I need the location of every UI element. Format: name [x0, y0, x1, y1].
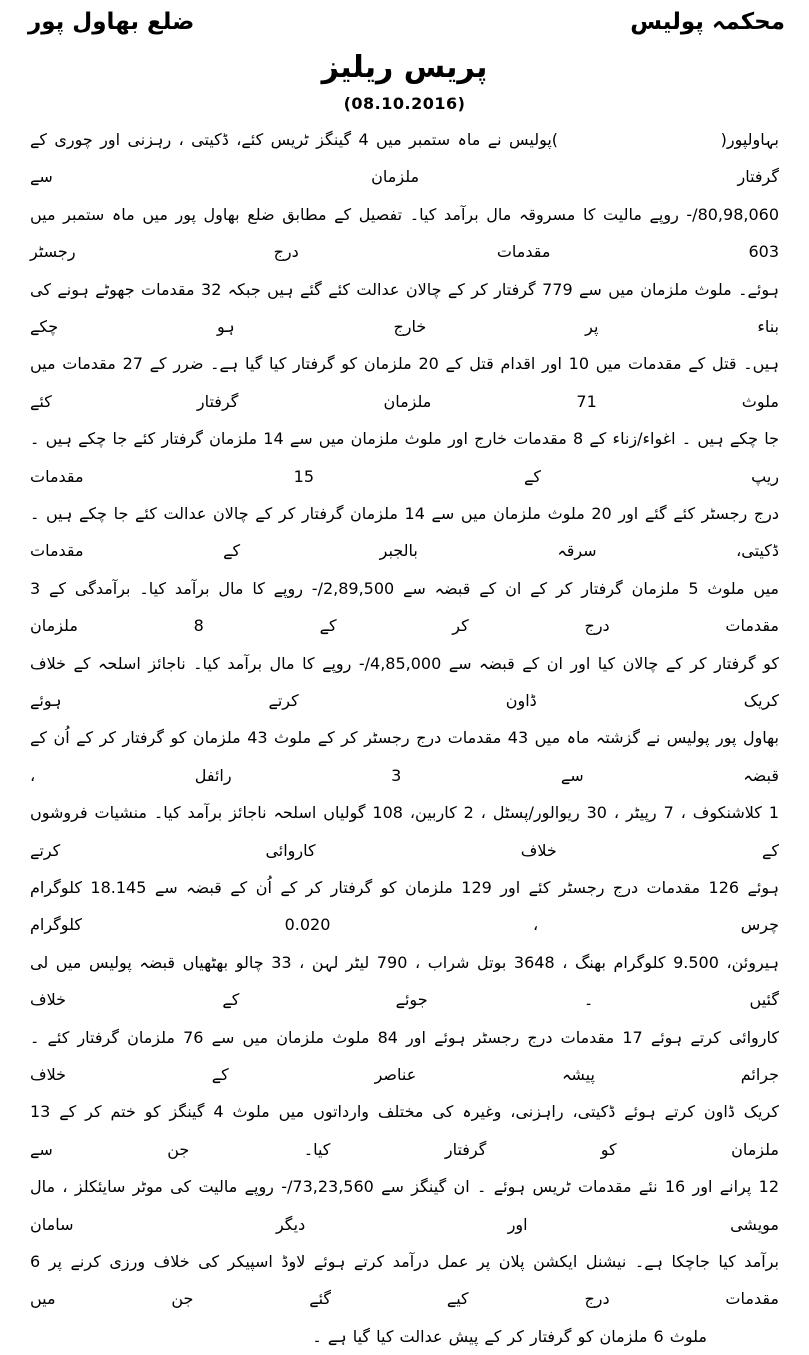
- body-line: 1 کلاشنکوف ، 7 رپیٹر ، 30 ریوالور/پسٹل ، 2 کاربین، 108 گولیاں اسلحہ ناجائز برآمد کیا۔ منشیات فروشوں کے خلاف کاروائی کرتے: [30, 803, 780, 860]
- body-line-last: ملوث 6 ملزمان کو گرفتار کر کے پیش عدالت کیا گیا ہے ۔: [312, 1326, 707, 1346]
- body-line: بہاولپور( )پولیس نے ماہ ستمبر میں 4 گینگز ٹریس کئے، ڈکیتی ، رہزنی اور چوری کے گرفتار ملزمان سے: [30, 129, 779, 187]
- body-line: کاروائی کرتے ہوئے 17 مقدمات درج رجسٹر ہوئے اور 84 ملوث ملزمان میں سے 76 ملزمان گرفتار کئے ۔ جرائم پیشہ عناصر کے خلاف: [30, 1027, 780, 1085]
- body-line: ہوئے۔ ملوث ملزمان میں سے 779 گرفتار کر کے چالان عدالت کئے گئے ہیں جبکہ 32 مقدمات جھوٹے ہونے کی بناء پر خارج ہو چکے: [30, 279, 780, 336]
- page-date: (08.10.2016): [343, 93, 466, 113]
- body-line: ہوئے 126 مقدمات درج رجسٹر کئے اور 129 ملزمان کو گرفتار کر کے اُن کے قبضہ سے 18.145 کلوگرام چرس ، 0.020 کلوگرام: [30, 878, 779, 935]
- body-line: ہیروئن، 9.500 کلوگرام بھنگ ، 3648 بوتل شراب ، 790 لیٹر لہن ، 33 چالو بھٹھیاں قبضہ پولیس میں لی گئیں ۔ جوئے کے خلاف: [30, 952, 780, 1010]
- body-line: درج رجسٹر کئے گئے اور 20 ملوث ملزمان میں سے 14 ملزمان گرفتار کر کے چالان عدالت کئے جا چکے ہیں ۔ ڈکیتی، سرقہ بالجبر کے مقدمات: [30, 503, 780, 561]
- body-line: 12 پرانے اور 16 نئے مقدمات ٹریس ہوئے ۔ ان گینگز سے 73,23,560/- روپے مالیت کی موٹر سایئکلز ، مال مویشی اور دیگر سامان: [30, 1177, 780, 1234]
- body-line: کریک ڈاون کرتے ہوئے ڈکیتی، راہزنی، وغیرہ کی مختلف وارداتوں میں ملوث 4 گینگز کو ختم کر کے 13 ملزمان کو گرفتار کیا۔ جن سے: [30, 1102, 780, 1159]
- body-line: کو گرفتار کر کے چالان کیا اور ان کے قبضہ سے 4,85,000/- روپے کا مال برآمد کیا۔ ناجائز اسلحہ کے خلاف کریک ڈاون کرتے ہوئے: [30, 653, 780, 710]
- header-department: محکمہ پولیس: [630, 9, 785, 35]
- body-line: برآمد کیا جاچکا ہے۔ نیشنل ایکشن پلان پر عمل درآمد کرتے ہوئے لاوڈ اسپیکر کی خلاف ورزی کرنے پر 6 مقدمات درج کیے گئے جن میں: [30, 1252, 779, 1309]
- header-district: ضلع بھاول پور: [28, 9, 195, 35]
- page-title: پریس ریلیز: [321, 49, 488, 85]
- body-line: ہیں۔ قتل کے مقدمات میں 10 اور اقدام قتل کے 20 ملزمان کو گرفتار کیا گیا ہے۔ ضرر کے 27 مقدمات میں ملوث 71 ملزمان گرفتار کئے: [30, 354, 780, 411]
- body-line: میں ملوث 5 ملزمان گرفتار کر کے ان کے قبضہ سے 2,89,500/- روپے کا مال برآمد کیا۔ برآمدگی کے 3 مقدمات درج کر کے 8 ملزمان: [30, 578, 779, 636]
- page-header: [0, 0, 809, 38]
- body-line: بھاول پور پولیس نے گزشتہ ماہ میں 43 مقدمات درج رجسٹر کر کے ملوث 43 ملزمان کو گرفتار کر کے اُن کے قبضہ سے 3 رائفل ،: [30, 728, 779, 785]
- body-line: 80,98,060/- روپے مالیت کا مسروقہ مال برآمد کیا۔ تفصیل کے مطابق ضلع بھاول پور میں ماہ ستمبر میں 603 مقدمات درج رجسٹر: [30, 204, 779, 262]
- press-release-body: [0, 113, 809, 1355]
- body-line: جا چکے ہیں ۔ اغواء/زناء کے 8 مقدمات خارج اور ملوث ملزمان میں سے 14 ملزمان گرفتار کئے جا چکے ہیں ۔ ریپ کے 15 مقدمات: [30, 429, 780, 486]
